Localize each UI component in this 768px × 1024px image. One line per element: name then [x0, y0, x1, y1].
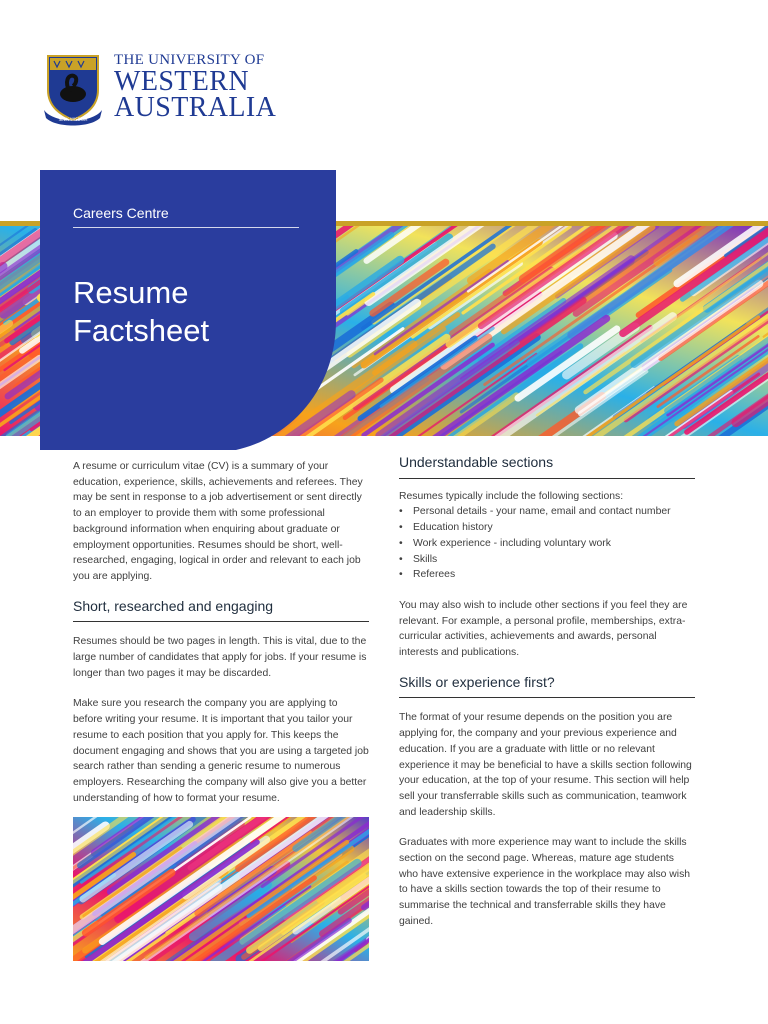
skills-paragraph-2: Graduates with more experience may want to include the skills section on the second page. Whereas, mature age students who have extensive experience in the workplace may also wish to have a skills section towards the top of their resume to summarise the technical and transferrable skills they have gained.	[399, 837, 691, 927]
sections-paragraph: You may also wish to include other sections if you feel they are relevant. For example, a personal profile, memberships, extra-curricular activities, achievements and awards, personal interests and publications.	[399, 599, 688, 659]
sections-lead: Resumes typically include the following sections:	[399, 490, 624, 502]
university-crest-icon	[40, 52, 106, 128]
logo-line-2: WESTERN	[114, 66, 250, 97]
panel-subtitle: Careers Centre	[73, 205, 169, 221]
crystal-photo	[73, 817, 369, 961]
skills-paragraph-1: The format of your resume depends on the position you are applying for, the company and your previous experience and education. If you are a graduate with little or no relevant experience it may be beneficial to have a skills section following your education, at the top of your resume. This section will help sell your transferrable skills such as communication, teamwork and leadership skills.	[399, 712, 692, 818]
logo-line-1: THE UNIVERSITY OF	[114, 52, 265, 68]
page-title	[73, 274, 209, 350]
short-paragraph-2: Make sure you research the company you are applying to before writing your resume. It is important that you tailor your resume to each position that you apply for. This keeps the document engaging and shows that you are using a targeted job search rather than sending a generic resume to numerous employers. Researching the company will also give you a better understanding of how to format your resume.	[73, 698, 369, 804]
sections-list	[399, 504, 695, 583]
sections-list-item: • Education history	[413, 520, 695, 536]
university-logo	[40, 50, 277, 130]
logo-line-3: AUSTRALIA	[114, 92, 277, 123]
intro-paragraph: A resume or curriculum vitae (CV) is a summary of your education, experience, skills, achievements and referees. They may be sent in response to a job advertisement or sent directly to an employer to provide them with some professional background information when enquiring about graduate or employment opportunities. Resumes should be short, well-researched, engaging, logical in order and relevant to each job you are applying.	[73, 461, 363, 582]
crest-motto: SEEK WISDOM	[58, 117, 88, 122]
title-panel	[40, 170, 336, 450]
sections-list-item: • Work experience - including voluntary work	[413, 536, 695, 552]
right-column	[399, 455, 695, 930]
panel-divider	[73, 227, 299, 228]
section-heading-short: Short, researched and engaging	[73, 599, 369, 623]
left-column	[73, 459, 369, 806]
page-title-line-1: Resume	[73, 275, 189, 310]
sections-list-item: • Referees	[413, 567, 695, 583]
section-heading-sections: Understandable sections	[399, 455, 695, 479]
page-title-line-2: Factsheet	[73, 313, 210, 348]
university-name	[114, 52, 276, 121]
section-heading-skills: Skills or experience first?	[399, 675, 695, 699]
short-paragraph-1: Resumes should be two pages in length. This is vital, due to the large number of candidates that apply for jobs. If your resume is longer than two pages it may be discarded.	[73, 636, 367, 679]
sections-list-item: • Skills	[413, 552, 695, 568]
sections-list-item: • Personal details - your name, email and contact number	[413, 504, 695, 520]
